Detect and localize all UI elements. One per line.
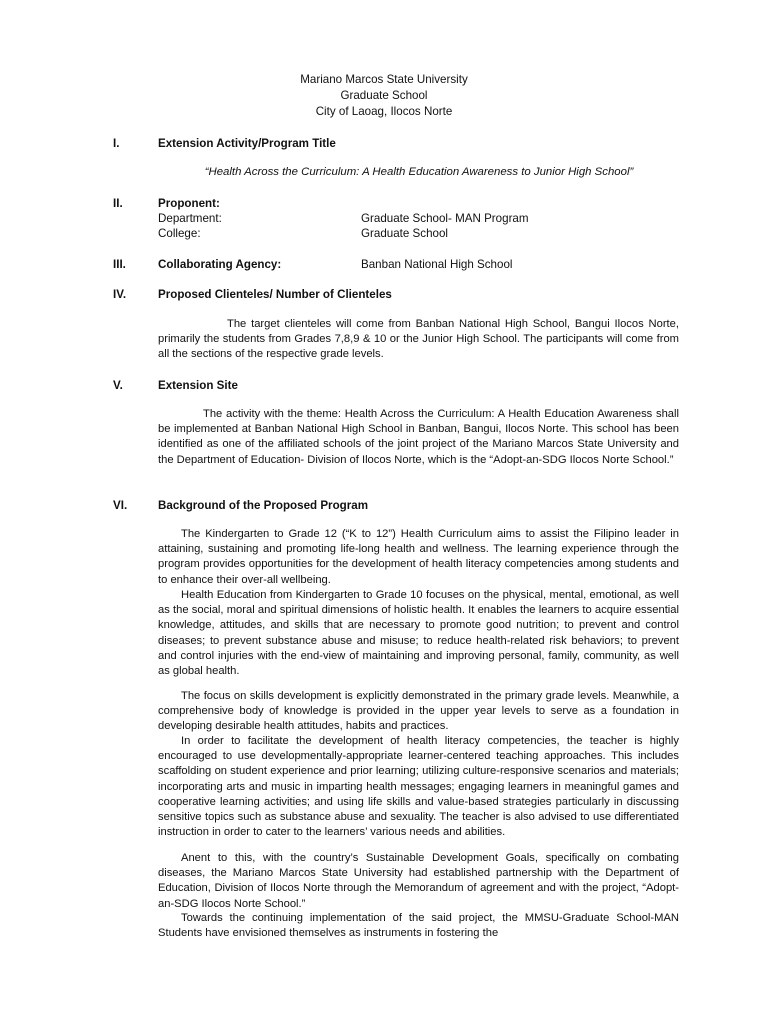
college-label: College: (158, 227, 201, 240)
section-number: VI. (113, 499, 128, 512)
section-title: Background of the Proposed Program (158, 499, 369, 512)
document-header (0, 72, 768, 120)
extension-site-paragraph: The activity with the theme: Health Across the Curriculum: A Health Education Awareness shall be implemented at Banban National High School in Banban, Bangui, Ilocos Norte. This school has been identified as one of the affiliated schools of the joint project of the Mariano Marcos State University and the Department of Education- Division of Ilocos Norte, which is the “Adopt-an-SDG Ilocos Norte School.” (158, 408, 679, 466)
department-value: Graduate School- MAN Program (361, 212, 529, 225)
clienteles-paragraph: The target clienteles will come from Banban National High School, Bangui Ilocos Norte, primarily the students from Grades 7,8,9 & 10 or the Junior High School. The participants will come from all the sections of the respective grade levels. (158, 318, 679, 361)
university-name: Mariano Marcos State University (300, 73, 468, 86)
school-name: Graduate School (340, 89, 428, 102)
school-location: City of Laoag, Ilocos Norte (315, 105, 453, 118)
section-number: IV. (113, 288, 127, 301)
section-number: III. (113, 258, 126, 271)
background-paragraph-4: In order to facilitate the development of health literacy competencies, the teacher is highly encouraged to use developmentally-appropriate learner-centered teaching approaches. This includes scaffolding on student experience and prior learning; utilizing culture-responsive scenarios and materials; incorporating arts and music in imparting health messages; engaging learners in meaningful games and cooperative learning activities; and using life skills and value-based strategies particularly in discussing sensitive topics such as substance abuse and sexuality. The teacher is also advised to use differentiated instruction in order to cater to the learners’ various needs and abilities. (158, 735, 679, 839)
background-paragraph-6: Towards the continuing implementation of the said project, the MMSU-Graduate School-MAN Students have envisioned themselves as instruments in fostering the (158, 912, 679, 940)
section-number: II. (113, 197, 123, 210)
section-title: Proposed Clienteles/ Number of Clienteles (158, 288, 392, 301)
section-number: I. (113, 137, 120, 150)
college-value: Graduate School (361, 227, 449, 240)
section-title: Proponent: (158, 197, 220, 210)
background-paragraph-3: The focus on skills development is explicitly demonstrated in the primary grade levels. Meanwhile, a comprehensive body of knowledge is provided in the upper year levels to serve as a foundation in developing desirable health attitudes, habits and practices. (158, 690, 679, 733)
background-paragraph-2: Health Education from Kindergarten to Grade 10 focuses on the physical, mental, emotional, as well as the social, moral and spiritual dimensions of holistic health. It enables the learners to acquire essential knowledge, attitudes, and skills that are necessary to promote good nutrition; to prevent and control diseases; to prevent substance abuse and misuse; to reduce health-related risk behaviors; to prevent and control injuries with the end-view of maintaining and improving personal, family, community, as well as global health. (158, 589, 679, 678)
section-title: Extension Site (158, 379, 238, 392)
section-number: V. (113, 379, 123, 392)
section-title: Extension Activity/Program Title (158, 137, 336, 150)
section-title: Collaborating Agency: (158, 258, 282, 271)
program-title-quote: “Health Across the Curriculum: A Health Education Awareness to Junior High School” (204, 166, 634, 178)
background-paragraph-1: The Kindergarten to Grade 12 (“K to 12”) Health Curriculum aims to assist the Filipino leader in attaining, sustaining and promoting life-long health and wellness. The learning experience through the program provides opportunities for the development of health literacy competencies among students and to enhance their over-all wellbeing. (158, 528, 679, 586)
background-paragraph-5: Anent to this, with the country’s Sustainable Development Goals, specifically on combating diseases, the Mariano Marcos State University had established partnership with the Department of Education, Division of Ilocos Norte through the Memorandum of agreement and with the project, “Adopt-an-SDG Ilocos Norte School.” (158, 852, 679, 910)
collaborating-agency-value: Banban National High School (361, 258, 513, 271)
department-label: Department: (158, 212, 222, 225)
